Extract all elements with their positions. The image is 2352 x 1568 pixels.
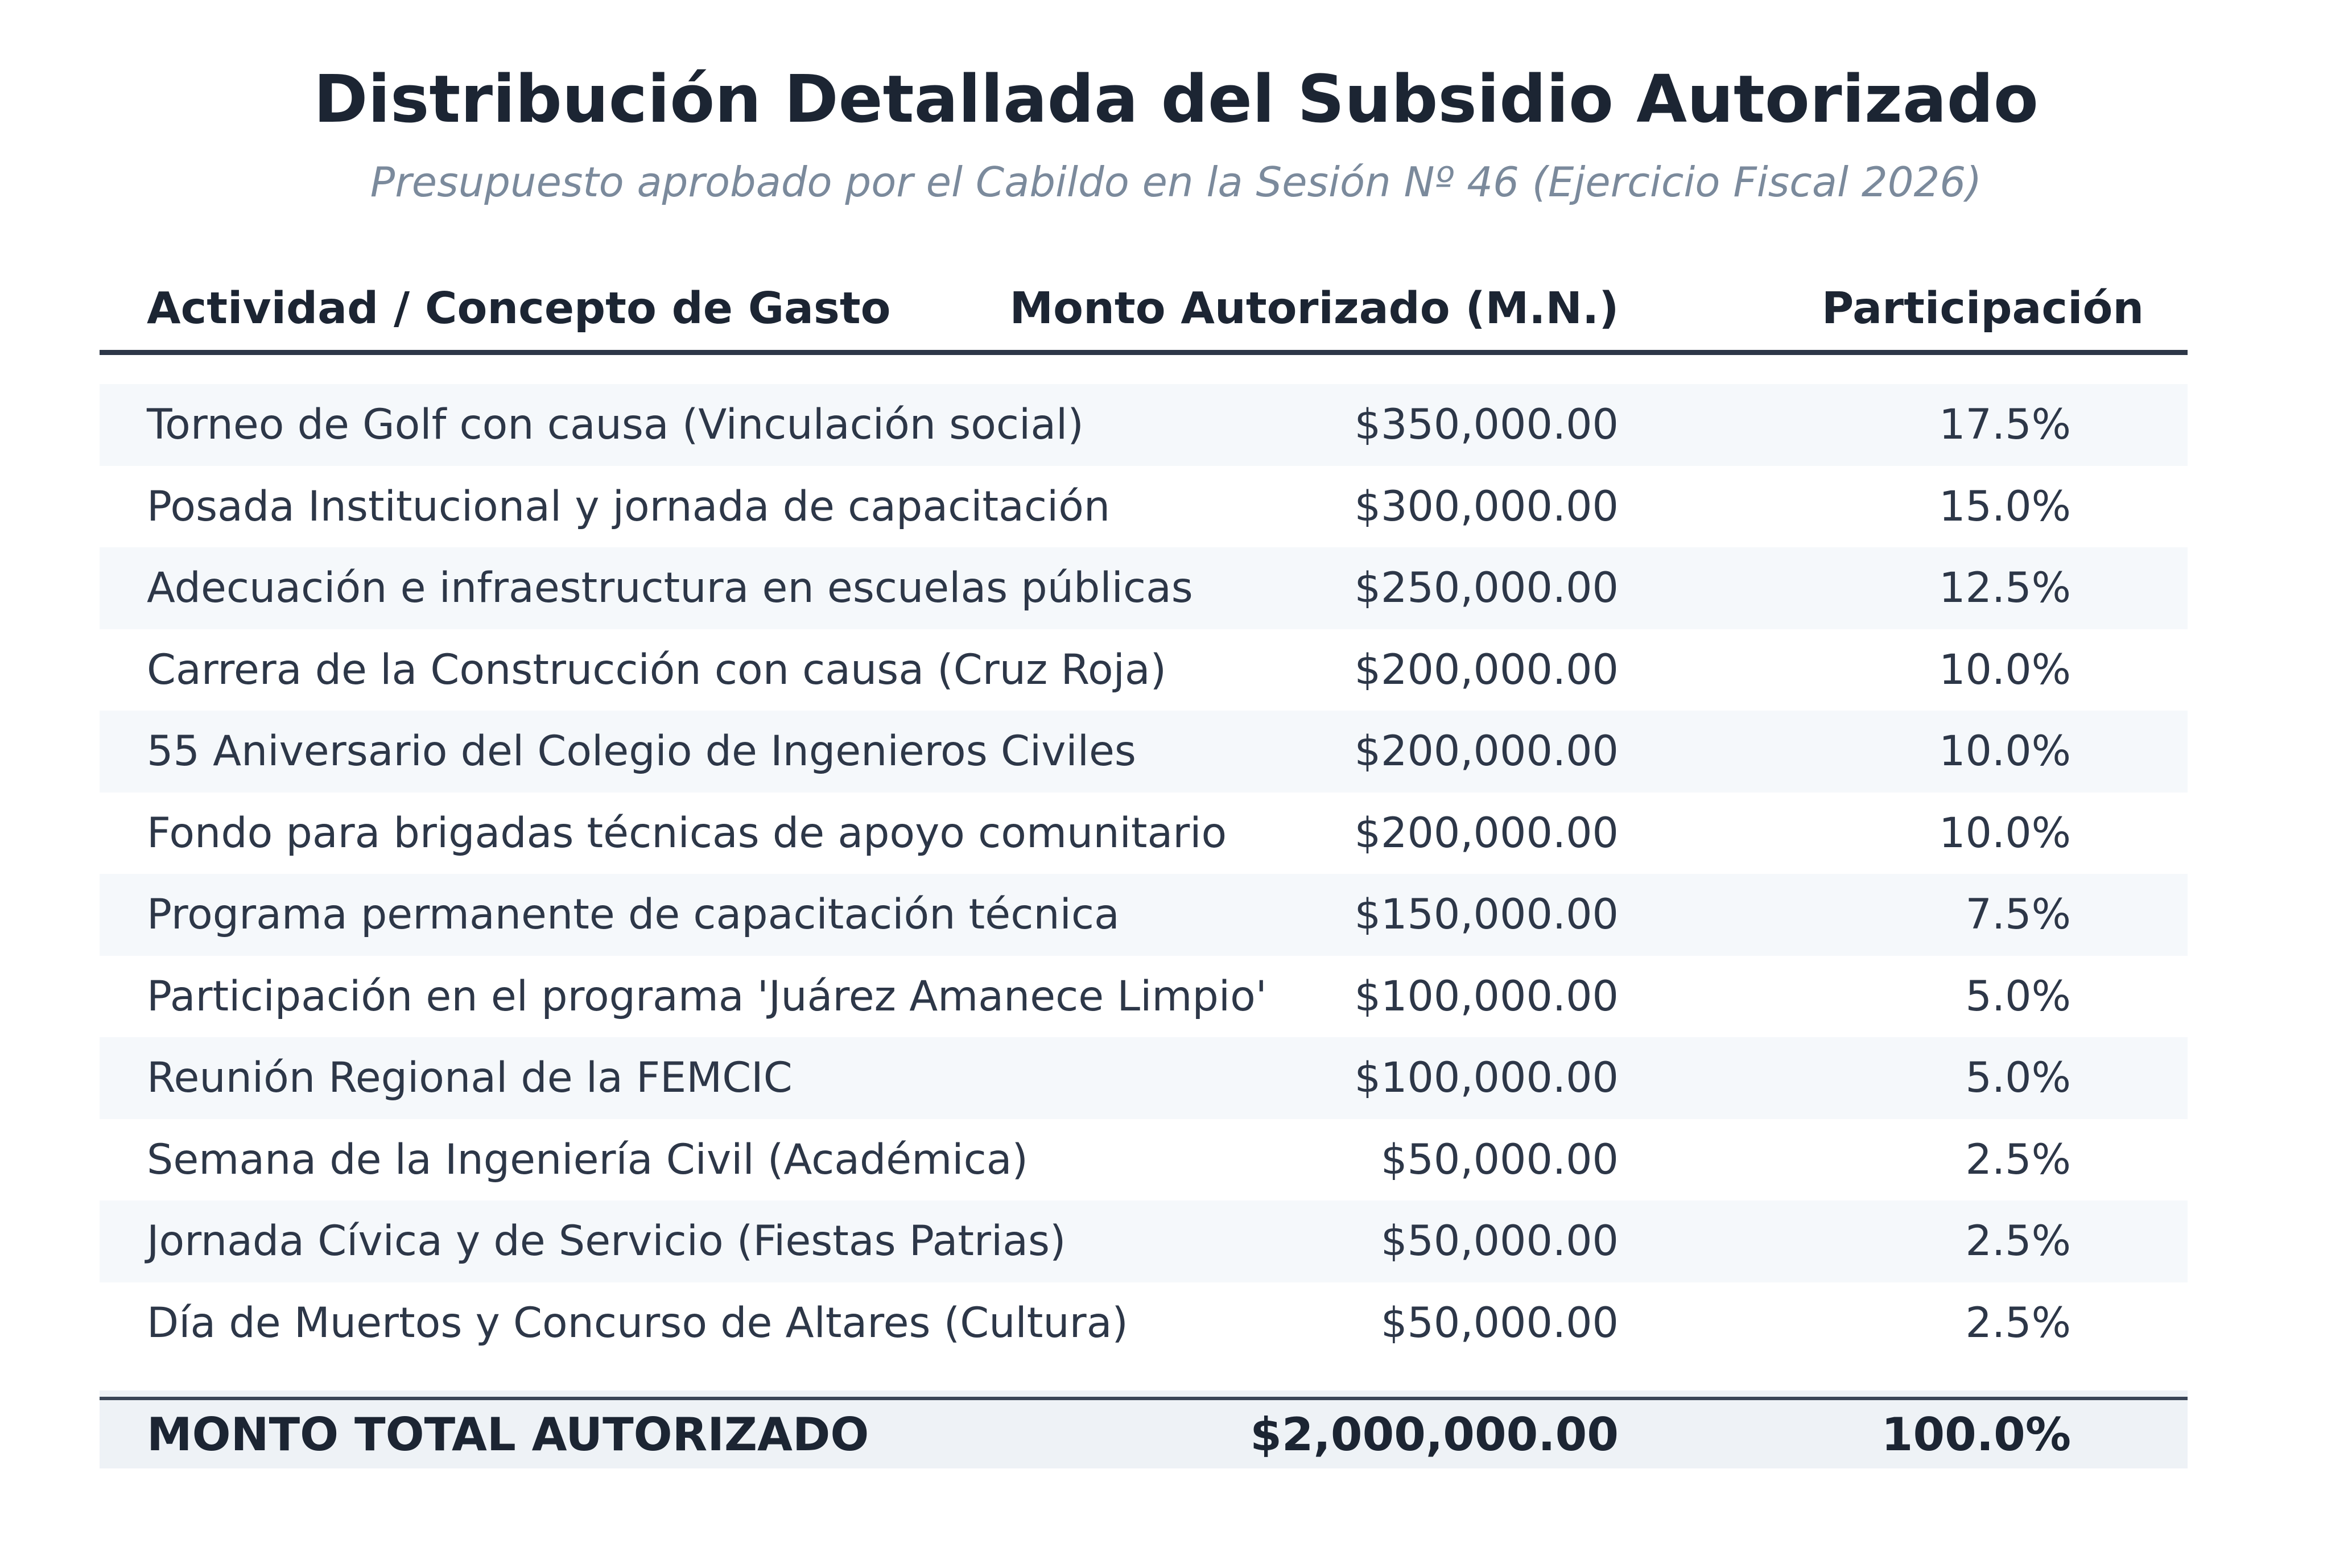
row-share: 10.0% xyxy=(1939,645,2071,694)
column-header-amount: Monto Autorizado (M.N.) xyxy=(1009,283,1619,334)
column-header-share: Participación xyxy=(1821,283,2144,334)
row-amount: $50,000.00 xyxy=(1381,1135,1619,1184)
column-header-concept: Actividad / Concepto de Gasto xyxy=(147,283,891,334)
row-share: 10.0% xyxy=(1939,808,2071,857)
row-concept: Fondo para brigadas técnicas de apoyo comunitario xyxy=(147,808,1227,857)
row-share: 2.5% xyxy=(1965,1298,2071,1347)
row-concept: Jornada Cívica y de Servicio (Fiestas Patrias) xyxy=(147,1217,1066,1266)
row-share: 15.0% xyxy=(1939,482,2071,531)
table-row xyxy=(100,466,2188,548)
row-amount: $300,000.00 xyxy=(1354,482,1619,531)
table-row xyxy=(100,874,2188,956)
row-share: 12.5% xyxy=(1939,564,2071,613)
row-share: 5.0% xyxy=(1965,972,2071,1021)
total-row xyxy=(100,1400,2188,1468)
row-amount: $250,000.00 xyxy=(1354,564,1619,613)
row-share: 2.5% xyxy=(1965,1217,2071,1266)
row-concept: Programa permanente de capacitación técnica xyxy=(147,890,1120,939)
total-share: 100.0% xyxy=(1881,1408,2071,1461)
chart-subtitle: Presupuesto aprobado por el Cabildo en la Sesión Nº 46 (Ejercicio Fiscal 2026) xyxy=(370,158,1982,206)
table-row xyxy=(100,1037,2188,1119)
header-rule xyxy=(100,350,2188,355)
table-row xyxy=(100,793,2188,874)
row-amount: $200,000.00 xyxy=(1354,645,1619,694)
row-amount: $100,000.00 xyxy=(1354,972,1619,1021)
row-amount: $350,000.00 xyxy=(1354,401,1619,449)
chart-title: Distribución Detallada del Subsidio Autorizado xyxy=(313,61,2039,138)
row-concept: Posada Institucional y jornada de capacitación xyxy=(147,482,1111,531)
row-amount: $200,000.00 xyxy=(1354,727,1619,776)
row-concept: Carrera de la Construcción con causa (Cruz Roja) xyxy=(147,645,1167,694)
row-concept: Semana de la Ingeniería Civil (Académica) xyxy=(147,1135,1028,1184)
table-row xyxy=(100,384,2188,466)
row-concept: Reunión Regional de la FEMCIC xyxy=(147,1054,793,1103)
table-row xyxy=(100,1200,2188,1282)
table-row xyxy=(100,1119,2188,1201)
row-amount: $100,000.00 xyxy=(1354,1054,1619,1103)
row-amount: $50,000.00 xyxy=(1381,1298,1619,1347)
total-label: MONTO TOTAL AUTORIZADO xyxy=(147,1408,869,1461)
row-concept: Participación en el programa 'Juárez Amanece Limpio' xyxy=(147,972,1267,1021)
total-amount: $2,000,000.00 xyxy=(1250,1408,1619,1461)
table-header-row xyxy=(100,267,2188,350)
row-share: 7.5% xyxy=(1965,890,2071,939)
row-share: 5.0% xyxy=(1965,1054,2071,1103)
row-concept: 55 Aniversario del Colegio de Ingenieros Civiles xyxy=(147,727,1136,776)
row-share: 2.5% xyxy=(1965,1135,2071,1184)
row-share: 17.5% xyxy=(1939,401,2071,449)
row-concept: Adecuación e infraestructura en escuelas públicas xyxy=(147,564,1193,613)
table-row xyxy=(100,711,2188,793)
row-amount: $200,000.00 xyxy=(1354,808,1619,857)
table-body xyxy=(100,384,2188,1364)
table-row xyxy=(100,956,2188,1038)
table-row xyxy=(100,1282,2188,1364)
row-concept: Torneo de Golf con causa (Vinculación social) xyxy=(147,401,1084,449)
table-row xyxy=(100,547,2188,629)
row-amount: $150,000.00 xyxy=(1354,890,1619,939)
row-amount: $50,000.00 xyxy=(1381,1217,1619,1266)
row-concept: Día de Muertos y Concurso de Altares (Cultura) xyxy=(147,1298,1128,1347)
budget-table xyxy=(100,267,2188,1461)
row-share: 10.0% xyxy=(1939,727,2071,776)
table-row xyxy=(100,629,2188,711)
